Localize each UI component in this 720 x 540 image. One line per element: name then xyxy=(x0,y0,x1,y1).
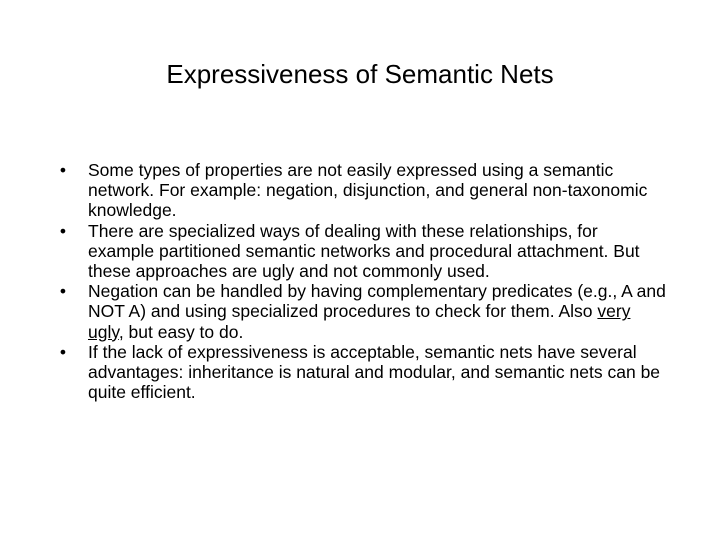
underlined-phrase: very ugly xyxy=(88,301,631,342)
bullet-text xyxy=(88,281,666,341)
bullet-text: Some types of properties are not easily expressed using a semantic network. For example: negation, disjunction, and general non-taxonomic knowledge. xyxy=(88,160,648,221)
bullet-text: If the lack of expressiveness is acceptable, semantic nets have several advantages: inheritance is natural and modular, and semantic nets can be quite efficient. xyxy=(88,341,661,403)
bullet-item xyxy=(56,221,666,282)
bullet-text-after: , but easy to do. xyxy=(118,321,244,342)
bullet-text: There are specialized ways of dealing with these relationships, for example partitioned semantic networks and procedural attachment. But these approaches are ugly and not commonly used. xyxy=(88,220,640,282)
bullet-icon: • xyxy=(59,341,67,362)
bullet-item xyxy=(56,342,666,403)
slide-title: Expressiveness of Semantic Nets xyxy=(166,59,554,89)
bullet-item xyxy=(56,281,666,342)
bullet-item xyxy=(56,160,666,221)
bullet-icon: • xyxy=(59,220,67,241)
bullet-list xyxy=(56,160,666,402)
bullet-text-before: Negation can be handled by having complementary predicates (e.g., A and NOT A) and using specialized procedures to check for them. Also xyxy=(88,281,666,322)
bullet-icon: • xyxy=(59,160,67,180)
bullet-icon: • xyxy=(59,281,67,302)
